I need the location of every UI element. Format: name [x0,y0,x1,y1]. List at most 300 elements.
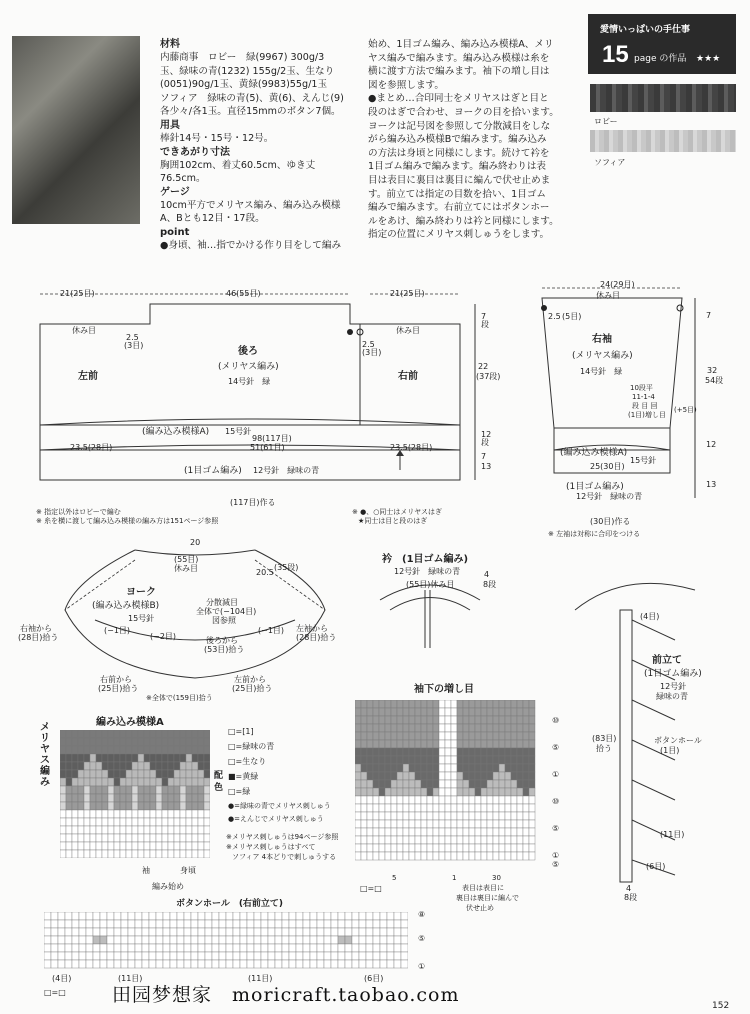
sleeve-inc-cell [451,828,457,836]
buttonhole-cell [261,960,268,968]
sleeve-inc-cell [529,748,535,756]
buttonhole-cell [128,936,135,944]
placket-title-1: 前立て [652,655,682,666]
sleeve-inc-cell [397,820,403,828]
buttonhole-cell [401,928,408,936]
pattern-a-cell [150,762,156,770]
pattern-a-cell [144,778,150,786]
sleeve-inc-cell [445,796,451,804]
pattern-a-cell [198,802,204,810]
sleeve-inc-cell [367,724,373,732]
buttonhole-cell [191,952,198,960]
sleeve-inc-cell [505,708,511,716]
instruction-line: ●まとめ…合印同士をメリヤスはぎと目と [368,93,549,105]
pattern-a-cell [126,770,132,778]
sleeve-inc-row-0: ⑩ [552,716,560,725]
sleeve-inc-cell [439,820,445,828]
sleeve-inc-cell [451,804,457,812]
sleeve-inc-cell [517,708,523,716]
buttonhole-cell [114,920,121,928]
sleeve-inc-cell [469,796,475,804]
sleeve-inc-cell [505,796,511,804]
sleeve-inc-cell [391,836,397,844]
buttonhole-cell [177,928,184,936]
sleeve-inc-cell [457,836,463,844]
sleeve-inc-cell [421,828,427,836]
pattern-a-cell [66,730,72,738]
pattern-a-cell [126,842,132,850]
buttonhole-cell [338,928,345,936]
pattern-a-cell [144,818,150,826]
pattern-a-cell [60,818,66,826]
buttonhole-cell [261,936,268,944]
buttonhole-cell [282,952,289,960]
sleeve-inc-cell [421,788,427,796]
buttonhole-cell [261,952,268,960]
pattern-a-cell [132,770,138,778]
pattern-a-cell [132,762,138,770]
sleeve-inc-cell [439,788,445,796]
sleeve-inc-cell [439,796,445,804]
pattern-a-cell [180,794,186,802]
pattern-a-cell [192,738,198,746]
pattern-a-cell [84,794,90,802]
sleeve-inc-cell [529,732,535,740]
sleeve-inc-cell [457,788,463,796]
sleeve-inc-cell [451,852,457,860]
pattern-a-cell [150,770,156,778]
sleeve-inc-cell [355,812,361,820]
footer-page-number: 152 [712,1001,730,1011]
pattern-a-cell [144,802,150,810]
sleeve-inc-4: (1目)増し目 [628,411,666,419]
sleeve-inc-cell [511,732,517,740]
pattern-a-cell [108,834,114,842]
sleeve-inc-cell [421,836,427,844]
buttonhole-cell [226,944,233,952]
buttonhole-cell [100,928,107,936]
sleeve-inc-cell [475,716,481,724]
sleeve-inc-cell [529,796,535,804]
sleeve-inc-cell [499,740,505,748]
buttonhole-cell [345,920,352,928]
sleeve-inc-cell [433,764,439,772]
sleeve-inc-cell [415,844,421,852]
pattern-a-cell [102,810,108,818]
sleeve-inc-cell [421,852,427,860]
buttonhole-cell [135,960,142,968]
buttonhole-cell [142,960,149,968]
pattern-a-cell [162,746,168,754]
buttonhole-cell [79,952,86,960]
buttonhole-cell [107,944,114,952]
pattern-a-cell [96,778,102,786]
buttonhole-cell [100,952,107,960]
pattern-a-cell [102,802,108,810]
pattern-a-cell [90,850,96,858]
pattern-a-cell [198,810,204,818]
pattern-a-needle: 15号針 [225,427,252,436]
pattern-a-cell [126,834,132,842]
pattern-a-cell [66,762,72,770]
sleeve-inc-cell [355,852,361,860]
sleeve-inc-cell [517,852,523,860]
legend-0: □=[1] [228,727,254,736]
sleeve-inc-grid [355,700,545,872]
pattern-a-cell [78,778,84,786]
buttonhole-cell [352,952,359,960]
sleeve-inc-cell [505,788,511,796]
buttonhole-cell [219,960,226,968]
buttonhole-cell [163,960,170,968]
yoke-from-right: 右袖から [20,624,52,633]
buttonhole-cell [289,960,296,968]
pattern-a-cell [108,770,114,778]
pattern-a-cell [90,802,96,810]
sleeve-cast: (30目)作る [590,517,631,526]
pattern-a-cell [192,778,198,786]
instruction-line: ヨークは記号図を参照して分散減目をしな [368,120,551,132]
buttonhole-cell [401,920,408,928]
legend-title: 配色 [214,771,224,793]
sleeve-inc-cell [361,820,367,828]
sleeve-inc-cell [457,796,463,804]
sleeve-inc-cell [457,756,463,764]
buttonhole-cell [226,952,233,960]
pattern-a-cell [102,850,108,858]
placket-bottom-2: 8段 [624,893,638,902]
sleeve-top-width: 24(29目) [600,280,635,289]
sleeve-inc-cell [421,756,427,764]
pattern-a-cell [60,730,66,738]
sleeve-inc-cell [451,716,457,724]
buttonhole-cell [254,944,261,952]
buttonhole-cell [261,944,268,952]
sleeve-inc-cell [427,740,433,748]
pattern-a-cell [162,730,168,738]
yoke-back-from: 後ろから [206,636,238,645]
buttonhole-cell [121,928,128,936]
pattern-a-cell [162,738,168,746]
buttonhole-cell [128,952,135,960]
pattern-a-cell [192,786,198,794]
sleeve-inc-cell [463,756,469,764]
buttonhole-cell [79,920,86,928]
pattern-a-cell [108,762,114,770]
pattern-a-cell [168,786,174,794]
pattern-a-body: 身頃 [180,866,196,875]
buttonhole-cell [338,912,345,920]
sleeve-inc-cell [391,732,397,740]
buttonhole-cell [268,960,275,968]
sleeve-inc-cell [463,836,469,844]
buttonhole-cell [387,912,394,920]
buttonhole-cell [44,960,51,968]
sleeve-inc-cell [379,772,385,780]
pattern-a-cell [72,810,78,818]
sleeve-inc-cell [433,796,439,804]
buttonhole-cell [219,912,226,920]
sleeve-inc-cell [493,716,499,724]
pattern-a-cell [90,810,96,818]
sleeve-inc-cell [505,772,511,780]
sleeve-inc-cell [403,708,409,716]
buttonhole-cell [135,952,142,960]
sleeve-inc-cell [367,812,373,820]
sleeve-inc-cell [505,852,511,860]
left-front-label: 左前 [78,371,98,382]
sleeve-title: 右袖 [592,334,612,345]
sleeve-inc-cell [457,708,463,716]
sleeve-inc-cell [421,700,427,708]
pattern-a-cell [60,770,66,778]
pattern-a-cell [108,810,114,818]
pattern-a-cell [174,842,180,850]
sleeve-inc-cell [487,788,493,796]
buttonhole-cell [394,952,401,960]
pattern-a-cell [150,730,156,738]
pattern-a-cell [120,810,126,818]
sleeve-inc-cell [409,740,415,748]
pattern-a-side: メリヤス編み [40,722,50,788]
sleeve-inc-cell [403,700,409,708]
pattern-a-cell [204,738,210,746]
buttonhole-cell [163,952,170,960]
pattern-a-cell [198,754,204,762]
pattern-a-cell [174,826,180,834]
sleeve-inc-cell [439,836,445,844]
sleeve-inc-cell [361,804,367,812]
sleeve-inc-cell [499,764,505,772]
sleeve-inc-cell [517,700,523,708]
sleeve-inc-cell [409,788,415,796]
buttonhole-cell [100,920,107,928]
sleeve-inc-cell [469,820,475,828]
pattern-a-cell [174,810,180,818]
sleeve-inc-cell [523,780,529,788]
pattern-a-cell [72,850,78,858]
buttonhole-cell [107,936,114,944]
instruction-line: 図を参照します。 [368,79,444,91]
buttonhole-cell [86,912,93,920]
pattern-a-cell [198,834,204,842]
sleeve-inc-cell [439,804,445,812]
buttonhole-cell [79,936,86,944]
pattern-a-cell [126,738,132,746]
pattern-a-cell [138,802,144,810]
sleeve-inc-cell [391,708,397,716]
sleeve-inc-cell [433,724,439,732]
buttonhole-cell [268,920,275,928]
buttonhole-cell [121,952,128,960]
sleeve-inc-cell [457,804,463,812]
pattern-a-cell [168,762,174,770]
pattern-a-cell [72,802,78,810]
sleeve-inc-cell [445,772,451,780]
sleeve-inc-cell [451,772,457,780]
pattern-a-cell [120,786,126,794]
buttonhole-cell [240,920,247,928]
sleeve-inc-cell [415,700,421,708]
pattern-a-cell [192,850,198,858]
pattern-a-cell [102,826,108,834]
buttonhole-cell [100,960,107,968]
buttonhole-cell [338,952,345,960]
buttonhole-cell [121,960,128,968]
pattern-a-cell [84,810,90,818]
pattern-a-cell [72,770,78,778]
buttonhole-cell [212,960,219,968]
pattern-a-cell [90,778,96,786]
buttonhole-n11a: (11目) [118,974,143,983]
sleeve-inc-cell [505,732,511,740]
buttonhole-cell [317,920,324,928]
sleeve-inc-cell [403,740,409,748]
sleeve-inc-cell [511,700,517,708]
sleeve-inc-cell [445,828,451,836]
sleeve-inc-cell [427,732,433,740]
sleeve-inc-cell [439,828,445,836]
back-stitch: (メリヤス編み) [218,362,279,372]
sleeve-inc-cell [463,732,469,740]
sleeve-inc-cell [355,796,361,804]
buttonhole-cell [156,920,163,928]
sleeve-inc-cell [505,756,511,764]
sleeve-inc-cell [355,836,361,844]
sleeve-inc-row-6: ⑤ [552,860,560,869]
sleeve-inc-cell [433,828,439,836]
sleeve-inc-cell [529,740,535,748]
sleeve-inc-cell [409,748,415,756]
pattern-a-cell [90,770,96,778]
buttonhole-cell [93,936,100,944]
buttonhole-cell [156,952,163,960]
sleeve-inc-cell [499,772,505,780]
pattern-a-cell [84,802,90,810]
sleeve-inc-cell [403,804,409,812]
buttonhole-cell [387,928,394,936]
buttonhole-cell [233,920,240,928]
pattern-a-cell [186,778,192,786]
buttonhole-cell [275,944,282,952]
yoke-dec-2: 全体で(−104目) [196,607,257,616]
sleeve-inc-cell [481,740,487,748]
buttonhole-cell [324,952,331,960]
pattern-a-cell [72,834,78,842]
buttonhole-cell [366,944,373,952]
pattern-a-cell [144,770,150,778]
sleeve-inc-cell [391,796,397,804]
buttonhole-cell [345,952,352,960]
sleeve-inc-cell [379,764,385,772]
buttonhole-cell [289,944,296,952]
sleeve-inc-cell [409,772,415,780]
yoke-total: ※全体で(159目)拾う [146,694,213,702]
sleeve-inc-cell [355,700,361,708]
pattern-a-cell [96,786,102,794]
note-4: ★同士は目と段のはぎ [358,517,428,525]
materials-line: ソフィア 緑味の青(5)、黄(6)、えんじ(9) [160,92,344,104]
buttonhole-cell [65,928,72,936]
pattern-a-cell [180,842,186,850]
pattern-a-cell [192,762,198,770]
sleeve-inc-cell [385,780,391,788]
yoke-from-left-2: (28目)拾う [296,633,337,642]
sleeve-inc-cell [469,788,475,796]
buttonhole-cell [338,936,345,944]
sleeve-inc-cell [385,844,391,852]
sleeve-inc-cell [511,788,517,796]
pattern-a-cell [102,778,108,786]
buttonhole-cell [135,912,142,920]
pattern-a-cell [156,778,162,786]
pattern-a-start: 編み始め [152,882,184,891]
sleeve-inc-cell [481,764,487,772]
legend-6: ●=えんじでメリヤス刺しゅう [228,815,324,823]
sleeve-inc-cell [391,724,397,732]
sleeve-inc-cell [409,764,415,772]
placket-bh-2: (1目) [660,746,680,755]
buttonhole-cell [282,960,289,968]
pattern-a-cell [186,746,192,754]
sleeve-inc-cell [523,748,529,756]
sleeve-inc-cell [427,748,433,756]
sleeve-inc-cell [391,844,397,852]
buttonhole-cell [205,952,212,960]
sleeve-inc-cell [415,788,421,796]
sleeve-inc-cell [487,716,493,724]
pattern-a-cell [60,754,66,762]
pattern-a-cell [132,778,138,786]
buttonhole-cell [317,928,324,936]
sleeve-inc-cell [469,804,475,812]
back-needle: 14号針 緑 [228,377,271,386]
sleeve-inc-cell [463,764,469,772]
sleeve-inc-cell [487,748,493,756]
pattern-a-cell [72,826,78,834]
materials-line: 内藤商事 ロビー 緑(9967) 300g/3 [160,52,325,63]
sleeve-inc-cell [403,724,409,732]
pattern-a-cell [162,778,168,786]
sleeve-inc-cell [493,764,499,772]
sleeve-inc-cell [433,812,439,820]
pattern-a-cell [144,786,150,794]
sleeve-inc-cell [511,708,517,716]
sleeve-inc-cell [409,828,415,836]
sleeve-inc-cell [433,836,439,844]
instruction-line: ヤス編みで編みます。編み込み模様は糸を [368,52,550,64]
pattern-a-cell [120,746,126,754]
pattern-a-cell [72,746,78,754]
sleeve-inc-cell [367,820,373,828]
pattern-a-cell [120,754,126,762]
sleeve-inc-cell [523,700,529,708]
sleeve-inc-cell [523,820,529,828]
sleeve-inc-cell [373,804,379,812]
sleeve-inc-cell [433,820,439,828]
sleeve-inc-cell [445,700,451,708]
pattern-a-cell [132,818,138,826]
sleeve-inc-cell [481,828,487,836]
pattern-a-cell [144,794,150,802]
pattern-a-cell [66,826,72,834]
sleeve-h32: 32 [707,366,718,375]
sleeve-inc-cell [409,732,415,740]
sleeve-inc-cell [487,780,493,788]
pattern-a-cell [114,794,120,802]
pattern-a-cell [198,770,204,778]
pattern-a-cell [186,810,192,818]
